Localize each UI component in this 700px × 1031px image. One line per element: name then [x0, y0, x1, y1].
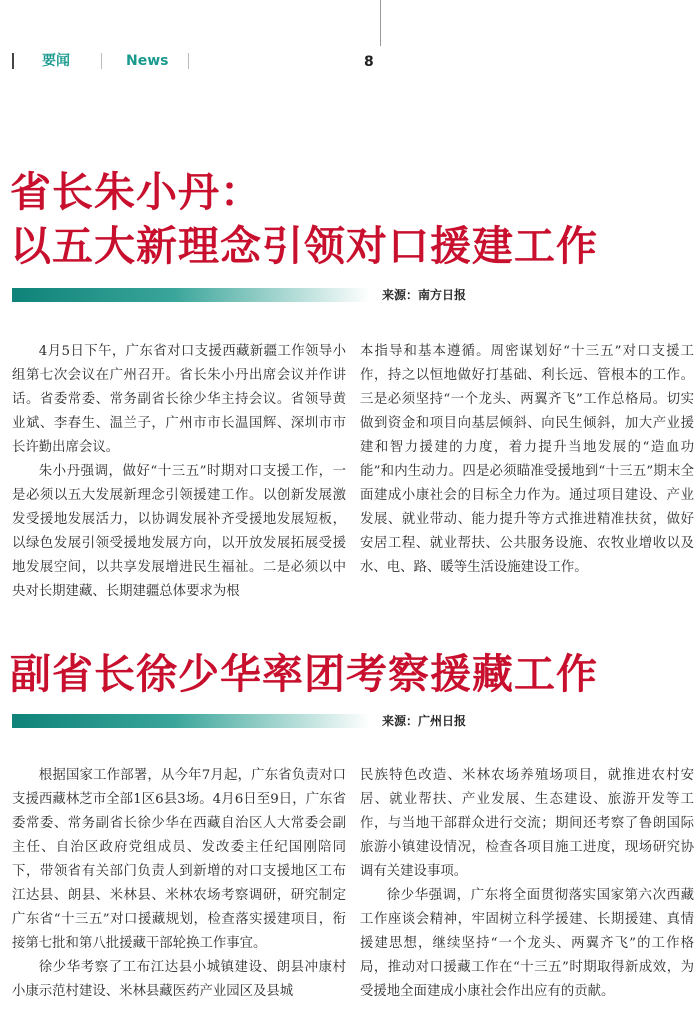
header-bar-left	[12, 53, 14, 69]
article-2-paragraph: 徐少华考察了工布江达县小城镇建设、朗县冲康村小康示范村建设、米林县藏医药产业园区及县城	[12, 960, 346, 999]
page-number: 8	[364, 54, 374, 70]
article-1-title-rule	[12, 288, 370, 302]
article-2-title: 副省长徐少华率团考察援藏工作	[10, 650, 598, 698]
section-label-en: News	[126, 53, 169, 69]
article-1-right-column	[360, 340, 694, 580]
article-1-title-line-1: 省长朱小丹：	[10, 168, 262, 216]
article-2-paragraph: 根据国家工作部署，从今年7月起，广东省负责对口支援西藏林芝市全部1区6县3场。4月6日至9日，广东省委常委、常务副省长徐少华在西藏自治区人大常委会副主任、自治区政府党组成员、发改委主任纪国刚陪同下，带领省有关部门负责人到新增的对口支援地区工布江达县、朗县、米林县、米林农场考察调研，研究制定广东省“十三五”对口援藏规划，检查落实援建项目，衔接第七批和第八批援藏干部轮换工作事宜。	[12, 768, 346, 951]
article-1-title-line-2: 以五大新理念引领对口援建工作	[10, 222, 598, 270]
page-header	[0, 48, 700, 74]
article-1-paragraph: 本指导和基本遵循。周密谋划好“十三五”对口支援工作，持之以恒地做好打基础、利长远、管根本的工作。三是必须坚持“一个龙头、两翼齐飞”工作总格局。切实做到资金和项目向基层倾斜、向民生倾斜，加大产业援建和智力援建的力度，着力提升当地发展的“造血功能”和内生动力。四是必须瞄准受援地到“十三五”期末全面建成小康社会的目标全力作为。通过项目建设、产业发展、就业带动、能力提升等方式推进精准扶贫，做好安居工程、就业帮扶、公共服务设施、农牧业增收以及水、电、路、暖等生活设施建设工作。	[360, 344, 694, 575]
article-1-paragraph: 朱小丹强调，做好“十三五”时期对口支援工作，一是必须以五大发展新理念引领援建工作。以创新发展激发受援地发展活力，以协调发展补齐受援地发展短板，以绿色发展引领受援地发展方向，以开放发展拓展受援地发展空间，以共享发展增进民生福祉。二是必须以中央对长期建藏、长期建疆总体要求为根	[12, 464, 346, 599]
header-bar-right	[188, 53, 189, 69]
article-2-source: 来源：广州日报	[382, 714, 467, 728]
article-2-paragraph: 民族特色改造、米林农场养殖场项目，就推进农村安居、就业帮扶、产业发展、生态建设、旅游开发等工作，与当地干部群众进行交流；期间还考察了鲁朗国际旅游小镇建设情况，检查各项目施工进度，现场研究协调有关建设事项。	[360, 768, 694, 879]
top-divider-line	[380, 0, 381, 46]
article-2-paragraph: 徐少华强调，广东将全面贯彻落实国家第六次西藏工作座谈会精神，牢固树立科学援建、长期援建、真情援建思想，继续坚持“一个龙头、两翼齐飞”的工作格局，推动对口援藏工作在“十三五”时期取得新成效，为受援地全面建成小康社会作出应有的贡献。	[360, 888, 694, 999]
header-bar-mid	[101, 53, 102, 69]
article-2-title-rule	[12, 714, 370, 728]
section-label-cn: 要闻	[42, 53, 70, 69]
article-1-left-column	[12, 340, 346, 604]
article-2-right-column	[360, 764, 694, 1004]
article-2-left-column	[12, 764, 346, 1004]
article-1-paragraph: 4月5日下午，广东省对口支援西藏新疆工作领导小组第七次会议在广州召开。省长朱小丹出席会议并作讲话。省委常委、常务副省长徐少华主持会议。省领导黄业斌、李春生、温兰子，广州市市长温国辉、深圳市市长许勤出席会议。	[12, 344, 346, 455]
article-1-source: 来源：南方日报	[382, 288, 467, 302]
